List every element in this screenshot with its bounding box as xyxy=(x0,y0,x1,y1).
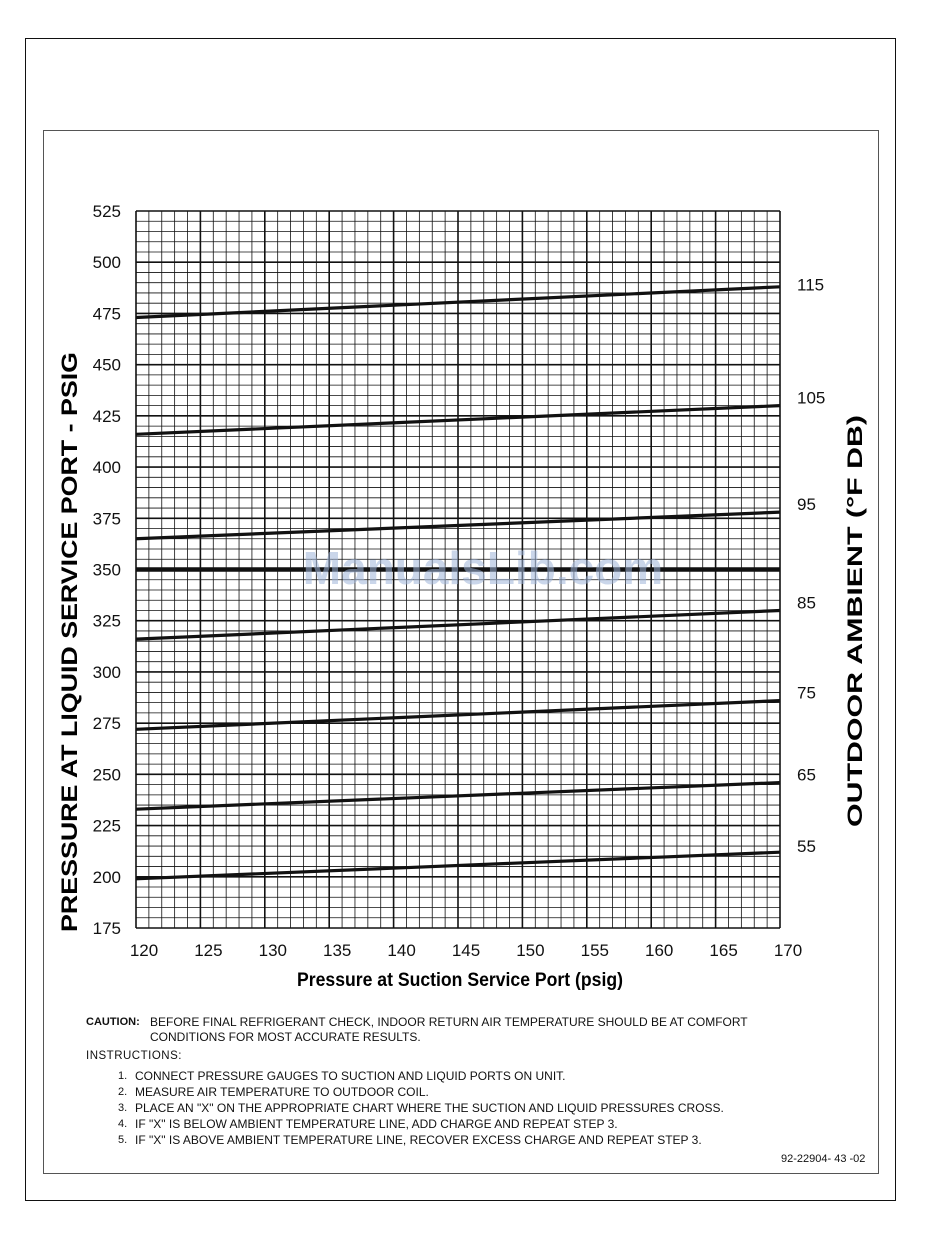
ambient-label-55: 55 xyxy=(797,837,816,857)
y-tick-label: 275 xyxy=(92,714,121,734)
y-tick-label: 375 xyxy=(92,509,121,529)
instruction-step: 5. IF "X" IS ABOVE AMBIENT TEMPERATURE LINE, RECOVER EXCESS CHARGE AND REPEAT STEP 3. xyxy=(118,1133,702,1147)
ambient-label-75: 75 xyxy=(797,683,816,703)
document-number: 92-22904- 43 -02 xyxy=(781,1153,866,1165)
y-tick-label: 400 xyxy=(92,458,121,478)
y-tick-label: 475 xyxy=(92,304,121,324)
x-axis-label: Pressure at Suction Service Port (psig) xyxy=(297,970,623,991)
watermark: ManualsLib.com xyxy=(302,542,664,594)
x-tick-label: 160 xyxy=(645,941,674,960)
caution-text-line-1: BEFORE FINAL REFRIGERANT CHECK, INDOOR RETURN AIR TEMPERATURE SHOULD BE AT COMFORT xyxy=(150,1015,748,1029)
y-tick-label: 525 xyxy=(92,202,121,221)
x-tick-label: 130 xyxy=(258,941,287,960)
notes xyxy=(86,1015,806,1148)
x-tick-label: 170 xyxy=(773,941,803,960)
y-axis-label: PRESSURE AT LIQUID SERVICE PORT - PSIG xyxy=(57,455,82,932)
ambient-label-105: 105 xyxy=(797,388,826,408)
instructions-title: INSTRUCTIONS: xyxy=(86,1050,182,1062)
ambient-label-85: 85 xyxy=(797,593,816,613)
x-tick-label: 125 xyxy=(194,941,223,960)
y-tick-label: 350 xyxy=(92,560,121,580)
y-tick-label: 450 xyxy=(92,355,121,375)
instruction-steps xyxy=(118,1068,806,1148)
y-tick-label: 425 xyxy=(92,406,121,426)
x-tick-label: 155 xyxy=(580,941,609,960)
ambient-label-115: 115 xyxy=(797,275,825,295)
y-tick-label: 225 xyxy=(92,816,121,836)
y-tick-label: 325 xyxy=(92,611,121,631)
instruction-step: 4. IF "X" IS BELOW AMBIENT TEMPERATURE LINE, ADD CHARGE AND REPEAT STEP 3. xyxy=(118,1117,618,1131)
y-tick-label: 175 xyxy=(92,919,121,938)
y-tick-label: 500 xyxy=(92,253,121,273)
instruction-step: 1. CONNECT PRESSURE GAUGES TO SUCTION AND LIQUID PORTS ON UNIT. xyxy=(118,1069,566,1083)
y-tick-label: 300 xyxy=(92,662,121,682)
ambient-label-95: 95 xyxy=(797,494,816,514)
x-tick-label: 135 xyxy=(323,941,352,960)
x-tick-label: 145 xyxy=(451,941,481,960)
x-tick-label: 140 xyxy=(387,941,416,960)
y-tick-label: 250 xyxy=(92,765,121,785)
x-tick-label: 150 xyxy=(516,941,545,960)
caution-label: CAUTION: xyxy=(86,1016,140,1028)
instruction-step: 3. PLACE AN "X" ON THE APPROPRIATE CHART WHERE THE SUCTION AND LIQUID PRESSURES CROSS. xyxy=(118,1101,724,1115)
ambient-label-65: 65 xyxy=(797,765,816,785)
caution-text-line-2: CONDITIONS FOR MOST ACCURATE RESULTS. xyxy=(150,1030,421,1044)
x-tick-label: 120 xyxy=(129,941,159,960)
y-tick-label: 200 xyxy=(92,867,121,887)
caution xyxy=(86,1015,806,1045)
instruction-step: 2. MEASURE AIR TEMPERATURE TO OUTDOOR COIL. xyxy=(118,1085,429,1099)
x-tick-label: 165 xyxy=(709,941,738,960)
right-axis-label: OUTDOOR AMBIENT (°F DB) xyxy=(844,541,867,827)
